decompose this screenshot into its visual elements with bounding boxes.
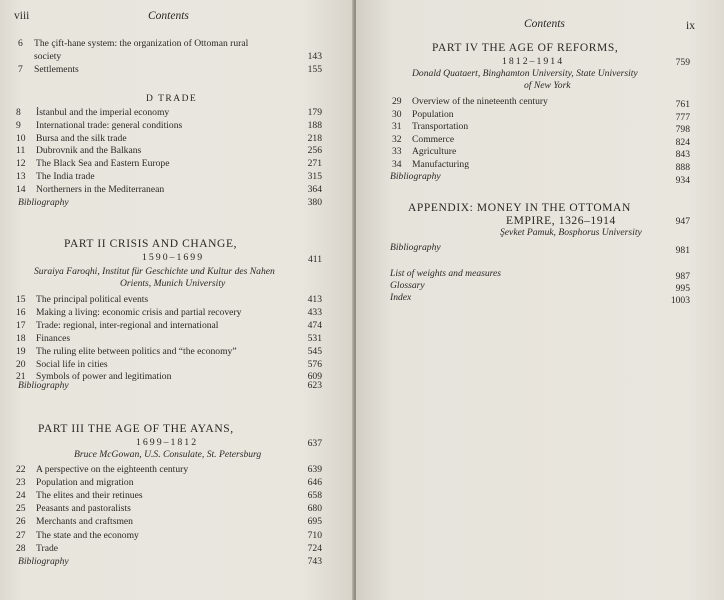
part4-page: 759 (675, 57, 690, 68)
chapter-number: 34 (392, 159, 402, 170)
chapter-page: 474 (307, 319, 322, 331)
chapter-page: 413 (307, 294, 322, 305)
chapter-title: İstanbul and the imperial economy (36, 107, 170, 118)
running-head-right: Contents (524, 18, 565, 30)
chapter-title: Manufacturing (412, 159, 470, 170)
chapter-number: 9 (16, 119, 21, 131)
chapter-number: 27 (16, 529, 26, 541)
part2-author-line2: Orients, Munich University (120, 278, 226, 289)
chapter-number: 18 (16, 332, 26, 344)
chapter-title: Dubrovnik and the Balkans (36, 145, 142, 157)
bibliography-entry: Bibliography (18, 380, 69, 391)
chapter-page: 188 (307, 119, 322, 131)
chapter-number: 30 (392, 108, 402, 120)
chapter-number: 8 (16, 107, 21, 118)
chapter-page: 695 (307, 516, 322, 528)
part2-title: PART II CRISIS AND CHANGE, (64, 238, 238, 250)
appendix-title-line1: APPENDIX: MONEY IN THE OTTOMAN (408, 202, 631, 214)
running-head-left: Contents (148, 10, 189, 22)
chapter-number: 19 (16, 345, 26, 357)
part4-author-line1: Donald Quataert, Binghamton University, State University (412, 68, 638, 79)
chapter-number: 21 (16, 371, 26, 383)
chapter-number: 11 (16, 145, 26, 157)
chapter-page: 824 (675, 136, 690, 148)
part2-author-line1: Suraiya Faroqhi, Institut für Geschichte und Kultur des Nahen (34, 266, 275, 277)
chapter-title: The ruling elite between politics and “the economy” (36, 345, 237, 357)
page-number-right: ix (686, 20, 695, 32)
chapter-number: 25 (16, 503, 26, 515)
chapter-page: 680 (307, 503, 322, 515)
section-heading-trade: D TRADE (146, 94, 198, 104)
chapter-number: 17 (16, 319, 26, 331)
chapter-title: Making a living: economic crisis and partial recovery (36, 306, 242, 318)
chapter-number: 23 (16, 477, 26, 489)
part4-author-line2: of New York (524, 80, 571, 91)
chapter-title: The principal political events (36, 294, 149, 305)
chapter-title: The India trade (36, 171, 95, 182)
chapter-number: 26 (16, 516, 26, 528)
chapter-page: 639 (307, 464, 322, 475)
chapter-number: 6 (18, 38, 23, 49)
chapter-page: 798 (675, 124, 690, 136)
chapter-page: 545 (307, 345, 322, 357)
part4-dates: 1812–1914 (502, 56, 565, 67)
chapter-title: Bursa and the silk trade (36, 132, 127, 144)
chapter-page: 710 (307, 529, 322, 541)
part3-author: Bruce McGowan, U.S. Consulate, St. Petersburg (74, 449, 262, 460)
chapter-number: 14 (16, 183, 26, 195)
chapter-title: Trade: regional, inter-regional and international (36, 319, 219, 331)
left-page (0, 0, 354, 600)
chapter-number: 32 (392, 133, 402, 145)
page-number-left: viii (14, 10, 30, 22)
chapter-title: Finances (36, 332, 71, 344)
bibliography-page: 380 (307, 197, 322, 208)
chapter-page: 888 (675, 162, 690, 173)
chapter-title: Overview of the nineteenth century (412, 96, 548, 107)
chapter-page: 724 (307, 542, 322, 554)
chapter-title: Social life in cities (36, 358, 108, 370)
chapter-title: Symbols of power and legitimation (36, 371, 172, 383)
chapter-page: 271 (307, 158, 322, 170)
chapter-title: Population (412, 108, 454, 120)
chapter-page: 609 (307, 371, 322, 383)
chapter-number: 31 (392, 121, 402, 133)
bibliography-page: 623 (307, 380, 322, 391)
chapter-page: 364 (307, 183, 322, 195)
bibliography-entry: Bibliography (18, 556, 69, 567)
bibliography-page: 934 (675, 175, 690, 186)
part4-title: PART IV THE AGE OF REFORMS, (432, 42, 619, 54)
chapter-title: Northerners in the Mediterranean (36, 183, 165, 195)
chapter-page: 218 (307, 132, 322, 144)
bibliography-entry: Bibliography (18, 197, 69, 208)
bibliography-entry: Bibliography (390, 171, 441, 182)
chapter-page: 143 (307, 51, 322, 62)
chapter-number: 29 (392, 96, 402, 107)
chapter-title: Trade (36, 542, 59, 554)
chapter-title: Agriculture (412, 146, 457, 158)
chapter-page: 843 (675, 149, 690, 161)
part2-dates: 1590–1699 (142, 252, 205, 263)
part2-page: 411 (307, 254, 322, 265)
right-page (356, 0, 724, 600)
chapter-number: 24 (16, 490, 26, 502)
chapter-title: Merchants and craftsmen (36, 516, 133, 528)
chapter-title: International trade: general conditions (36, 119, 183, 131)
chapter-number: 20 (16, 358, 26, 370)
chapter-title: Peasants and pastoralists (36, 503, 131, 515)
chapter-title: Transportation (412, 121, 469, 133)
chapter-title: Population and migration (36, 477, 134, 489)
part3-title: PART III THE AGE OF THE AYANS, (38, 423, 234, 435)
chapter-page: 761 (675, 99, 690, 110)
chapter-page: 1003 (670, 294, 690, 306)
chapter-title: The Black Sea and Eastern Europe (36, 158, 170, 170)
chapter-title: Index (390, 291, 412, 303)
chapter-title: Commerce (412, 133, 455, 145)
chapter-title: society (34, 51, 62, 62)
bibliography-page: 981 (675, 245, 690, 256)
chapter-title: The state and the economy (36, 529, 139, 541)
chapter-title: Settlements (34, 64, 79, 75)
chapter-page: 179 (307, 107, 322, 118)
chapter-title: A perspective on the eighteenth century (36, 464, 189, 475)
chapter-title: List of weights and measures (390, 268, 502, 279)
bibliography-page: 743 (307, 556, 322, 567)
bibliography-entry: Bibliography (390, 242, 441, 253)
chapter-page: 646 (307, 477, 322, 489)
appendix-page: 947 (675, 216, 690, 227)
chapter-title: The çift-hane system: the organization of Ottoman rural (34, 38, 249, 49)
chapter-page: 658 (307, 490, 322, 502)
chapter-number: 28 (16, 542, 26, 554)
appendix-author: Şevket Pamuk, Bosphorus University (500, 227, 642, 238)
chapter-page: 256 (307, 145, 322, 157)
chapter-page: 531 (307, 332, 322, 344)
chapter-page: 576 (307, 358, 322, 370)
part3-page: 637 (307, 438, 322, 449)
chapter-page: 433 (307, 306, 322, 318)
chapter-number: 13 (16, 171, 26, 182)
chapter-page: 995 (675, 282, 690, 294)
chapter-number: 7 (18, 64, 23, 75)
part3-dates: 1699–1812 (136, 437, 199, 448)
chapter-page: 987 (675, 271, 690, 282)
chapter-number: 12 (16, 158, 26, 170)
chapter-page: 777 (675, 111, 690, 123)
chapter-page: 315 (307, 171, 322, 182)
chapter-number: 15 (16, 294, 26, 305)
chapter-page: 155 (307, 64, 322, 75)
chapter-number: 33 (392, 146, 402, 158)
chapter-number: 16 (16, 306, 26, 318)
chapter-title: Glossary (390, 279, 425, 291)
appendix-title-line2: EMPIRE, 1326–1914 (506, 215, 616, 227)
chapter-number: 10 (16, 132, 26, 144)
chapter-title: The elites and their retinues (36, 490, 143, 502)
chapter-number: 22 (16, 464, 26, 475)
